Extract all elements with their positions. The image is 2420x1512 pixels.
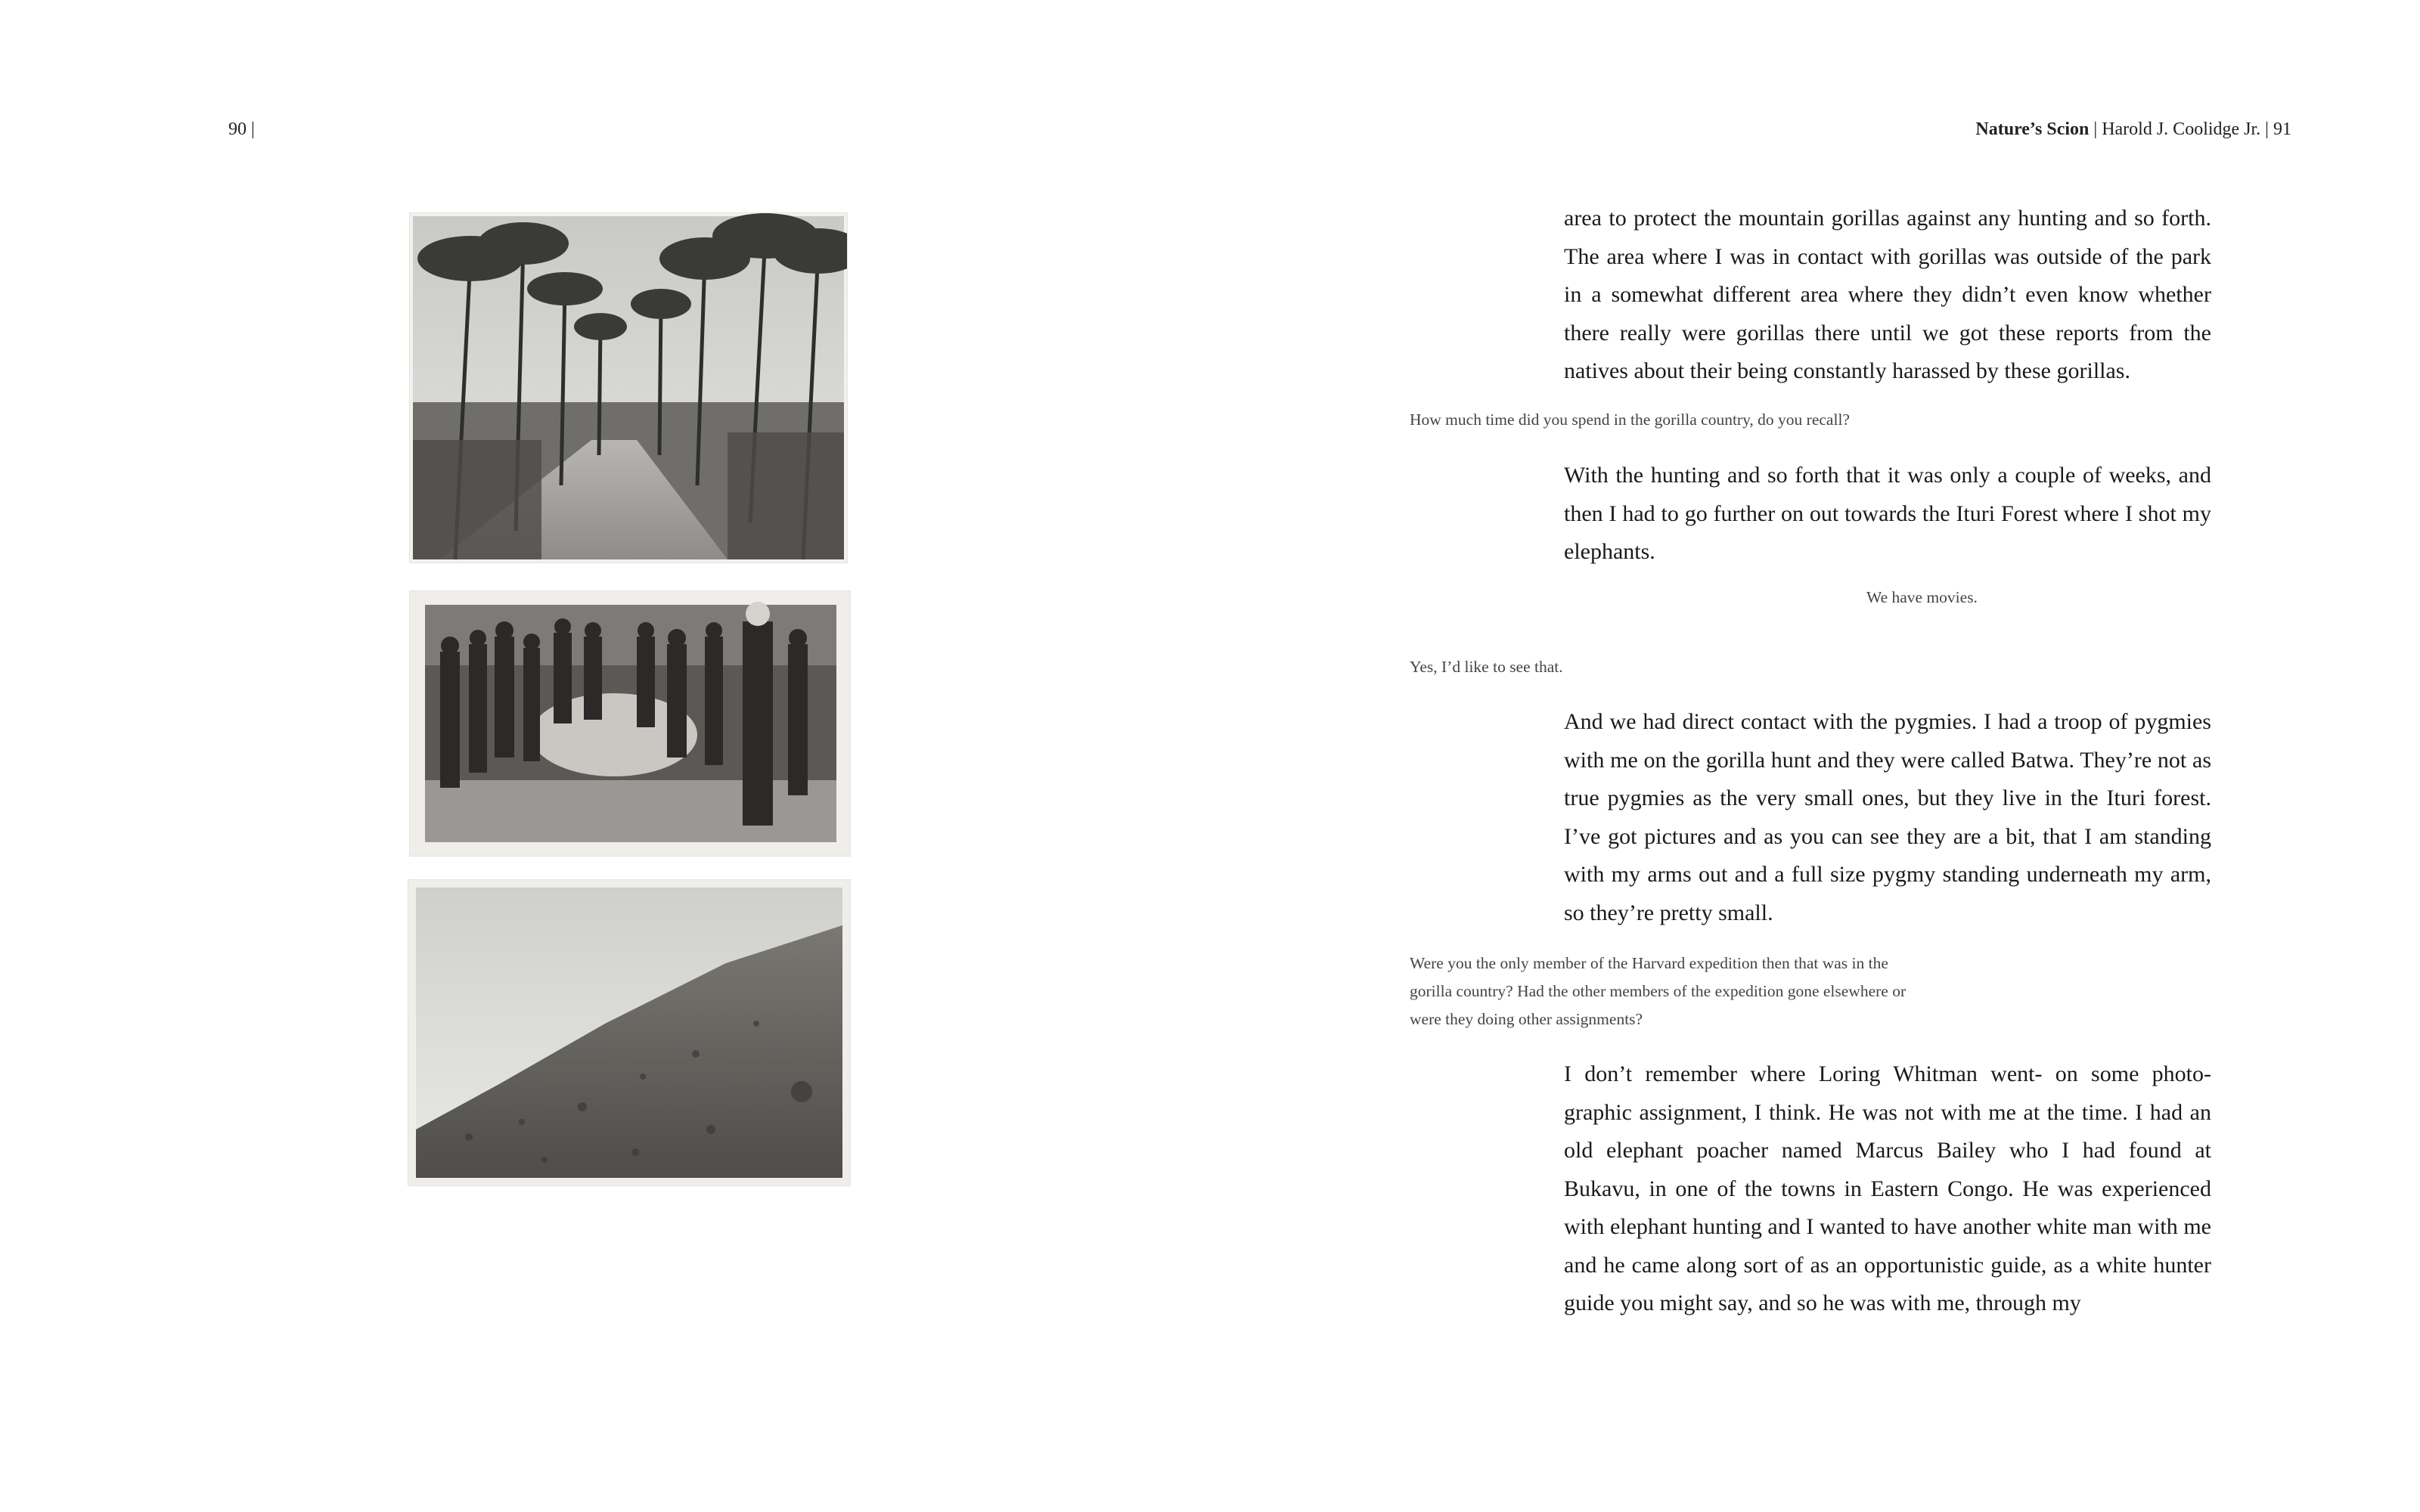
answer-paragraph-1: area to protect the mountain gorillas against any hunting and so forth. The area where I was in contact with gorillas was outside of the park in a somewhat different area where they didn’t even know whether there really were gorillas there until we got these reports from the natives about their being constantly harassed by these gorillas. (1564, 206, 2211, 383)
answer-paragraph-3: And we had direct contact with the pygmies. I had a troop of pygmies with me on the gorilla hunt and they were called Batwa. They’re not as true pygmies as the very small ones, but they live in the Ituri forest. I’ve got pictures and as you can see they are a bit, that I am standing with my arms out and a full size pygmy standing underneath my arm, so they’re pretty small. (1564, 709, 2211, 925)
answer-paragraph-4: I don’t remember where Loring Whitman went- on some photo-graphic assignment, I think. He was not with me at the time. I had an old elephant poacher named Marcus Bailey who I had found at Bukavu, in one of the towns in Eastern Congo. He was experienced with elephant hunting and I wanted to have another white man with me and he came along sort of as an opportunistic guide, as a white hunter guide you might say, and so he was with me, through my (1564, 1061, 2211, 1315)
book-title: Nature’s Scion (1975, 119, 2090, 139)
photo-hillside (408, 880, 850, 1185)
right-running-head (1975, 119, 2291, 140)
photo-group-people (410, 591, 850, 856)
answer-paragraph-2: With the hunting and so forth that it was only a couple of weeks, and then I had to go further on out towards the Ituri Forest where I shot my elephants. (1564, 463, 2211, 564)
question-1: How much time did you spend in the gorilla country, do you recall? (1410, 411, 1850, 429)
photo-palm-road (410, 213, 847, 562)
question-2: Yes, I’d like to see that. (1410, 658, 1563, 676)
author-and-page-number: | Harold J. Coolidge Jr. | 91 (2089, 119, 2291, 139)
left-running-head: 90 | (228, 119, 255, 139)
question-3: Were you the only member of the Harvard expedition then that was in the gorilla country? Had the other members of the expedition gone elsewhere or were they doing other assignments? (1410, 954, 1907, 1028)
interviewer-note: We have movies. (1866, 588, 1978, 606)
